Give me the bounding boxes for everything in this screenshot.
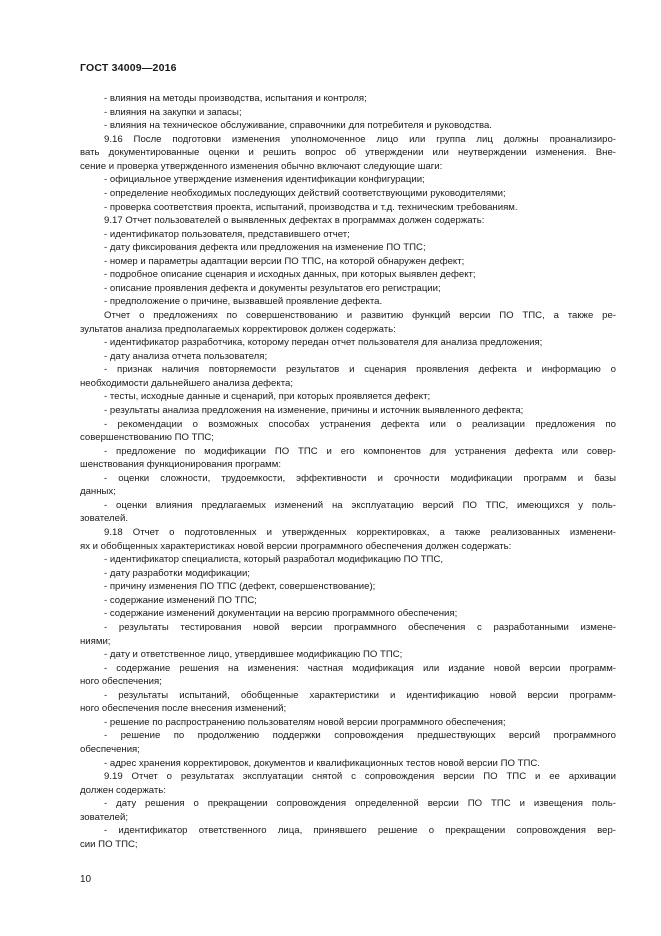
text-line: - номер и параметры адаптации версии ПО ТПС, на которой обнаружен дефект; — [104, 255, 465, 267]
text-line: - дату анализа отчета пользователя; — [104, 350, 268, 362]
text-line: - причину изменения ПО ТПС (дефект, совершенствование); — [104, 581, 376, 593]
text-line: зователей; — [80, 811, 129, 823]
text-line: - идентификатор ответственного лица, принявшего решение о прекращении сопровождения вер- — [104, 825, 616, 837]
document-header: ГОСТ 34009—2016 — [80, 62, 177, 74]
text-line: - влияния на закупки и запасы; — [104, 106, 242, 118]
text-line: - подробное описание сценария и исходных данных, при которых выявлен дефект; — [104, 269, 476, 281]
text-line: шенствования функционирования программ: — [80, 459, 282, 471]
text-line: сии ПО ТПС; — [80, 838, 138, 850]
text-line: - решение по распространению пользователям новой версии программного обеспечения; — [104, 716, 506, 728]
document-body — [80, 92, 616, 852]
text-line: - предположение о причине, вызвавшей проявление дефекта. — [104, 296, 383, 308]
text-line: - идентификатор пользователя, представившего отчет; — [104, 228, 350, 240]
text-line: ного обеспечения после внесения изменений; — [80, 703, 287, 715]
text-line: 9.19 Отчет о результатах эксплуатации снятой с сопровождения версии ПО ТПС и ее архивации — [104, 771, 616, 783]
text-line: - влияния на методы производства, испытания и контроля; — [104, 93, 367, 104]
text-line: - идентификатор разработчика, которому передан отчет пользователя для анализа предложения; — [104, 337, 543, 349]
text-line: - проверка соответствия проекта, испытаний, производства и т.д. техническим требованиям. — [104, 201, 518, 213]
text-line: сение и проверка утвержденного изменения обычно включают следующие шаги: — [80, 160, 443, 172]
text-line: - результаты анализа предложения на изменение, причины и источник выявленного дефекта; — [104, 404, 524, 416]
text-line: необходимости дальнейшего анализа дефекта; — [80, 377, 293, 389]
text-line: - результаты тестирования новой версии программного обеспечения с разработанными измене- — [104, 621, 616, 633]
text-line: совершенствованию ПО ТПС; — [80, 432, 214, 444]
text-line: Отчет о предложениях по совершенствованию и развитию функций версии ПО ТПС, а также ре- — [104, 310, 616, 321]
text-line: обеспечения; — [80, 744, 140, 755]
text-line: - результаты испытаний, обобщенные характеристики и идентификацию новой версии программ- — [104, 689, 616, 701]
text-line: 9.16 После подготовки изменения уполномоченное лицо или группа лиц должны проанализиро- — [104, 133, 616, 145]
text-line: - предложение по модификации ПО ТПС и его компонентов для устранения дефекта или совер- — [104, 445, 616, 457]
text-line: вать документированные оценки и решить вопрос об утверждении или неутверждении изменения. Вне- — [80, 147, 616, 159]
text-line: - содержание решения на изменения: частная модификация или издание новой версии программ- — [104, 662, 616, 674]
text-line: 9.18 Отчет о подготовленных и утвержденных корректировках, а также реализованных изменени- — [104, 527, 616, 538]
text-line: зователей. — [80, 513, 129, 525]
text-line: - тесты, исходные данные и сценарий, при которых проявляется дефект; — [104, 391, 431, 403]
text-line: - адрес хранения корректировок, документов и квалификационных тестов новой версии ПО ТПС. — [104, 757, 540, 769]
page-number: 10 — [80, 874, 92, 885]
text-line: должен содержать: — [80, 784, 166, 796]
text-line: ниями; — [80, 635, 111, 647]
text-line: - описание проявления дефекта и документы результатов его регистрации; — [104, 282, 441, 294]
text-line: - содержание изменений ПО ТПС; — [104, 594, 257, 606]
text-line: ях и обобщенных характеристиках новой версии программного обеспечения должен содержать: — [80, 540, 512, 552]
text-line: - определение необходимых последующих действий соответствующими руководителями; — [104, 187, 506, 199]
text-line: данных; — [80, 486, 116, 498]
text-line: ного обеспечения; — [80, 676, 162, 688]
text-line: - содержание изменений документации на версию программного обеспечения; — [104, 608, 458, 620]
text-line: - дату разработки модификации; — [104, 567, 250, 579]
text-line: зультатов анализа предполагаемых корректировок должен содержать: — [80, 323, 396, 335]
text-line: - дату фиксирования дефекта или предложения на изменение ПО ТПС; — [104, 242, 426, 254]
text-line: - рекомендации о возможных способах устранения дефекта или о реализации предложения по — [104, 418, 616, 430]
text-line: - признак наличия повторяемости результатов и сценария проявления дефекта и информацию о — [104, 364, 616, 376]
text-line: - официальное утверждение изменения идентификации конфигурации; — [104, 174, 425, 186]
text-line: - оценки сложности, трудоемкости, эффективности и срочности модификации программ и базы — [104, 472, 616, 484]
text-line: - дату и ответственное лицо, утвердившее модификацию ПО ТПС; — [104, 649, 403, 661]
text-line: - идентификатор специалиста, который разработал модификацию ПО ТПС, — [104, 554, 444, 566]
text-line: - решение по продолжению поддержки сопровождения предшествующих версий программного — [104, 730, 616, 742]
text-line: - дату решения о прекращении сопровождения определенной версии ПО ТПС и извещения поль- — [104, 798, 616, 810]
text-line: - влияния на техническое обслуживание, справочники для потребителя и руководства. — [104, 120, 492, 132]
text-line: 9.17 Отчет пользователей о выявленных дефектах в программах должен содержать: — [104, 215, 485, 227]
text-line: - оценки влияния предлагаемых изменений на эксплуатацию версий ПО ТПС, имеющихся у поль- — [104, 499, 616, 511]
